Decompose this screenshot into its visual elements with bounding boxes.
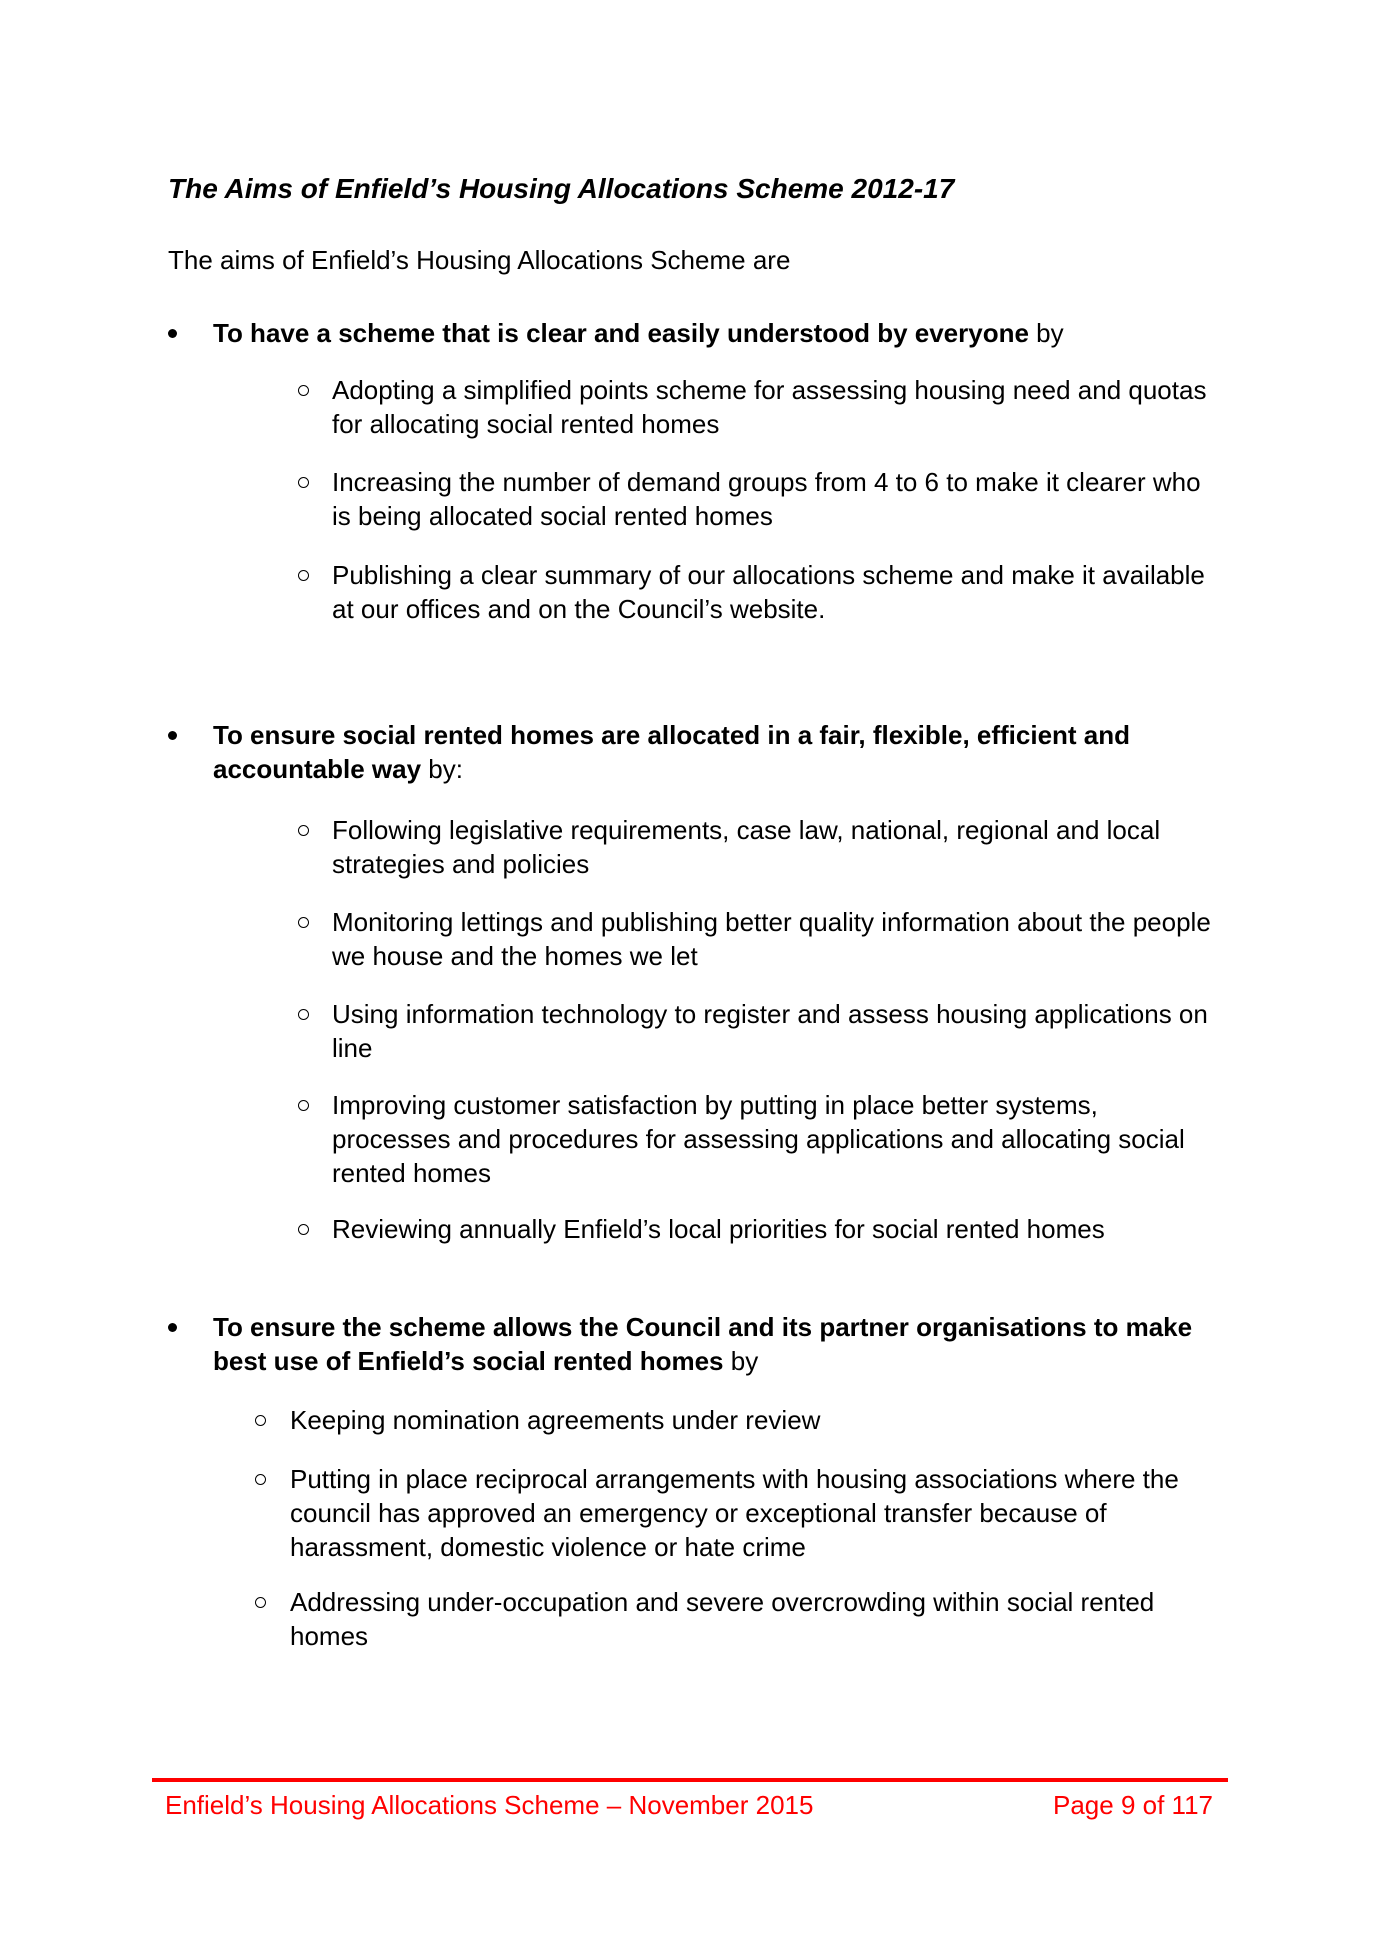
bullet-dot-icon: [168, 718, 213, 786]
section-heading-bold: To ensure social rented homes are allocated in a fair, flexible, efficient and accountable way: [213, 720, 1131, 784]
section-heading: [213, 718, 1203, 786]
list-item-text: Using information technology to register and assess housing applications on line: [332, 999, 1208, 1063]
bullet-dot-icon: [168, 316, 213, 350]
circle-bullet-icon: [255, 1462, 290, 1564]
section-bullet: [168, 1310, 1378, 1378]
circle-bullet-icon: [298, 813, 332, 881]
list-item: [298, 997, 1378, 1065]
circle-bullet-icon: [298, 465, 332, 533]
section-heading-bold: To ensure the scheme allows the Council and its partner organisations to make best use of Enfield’s social rented homes: [213, 1312, 1193, 1376]
circle-bullet-icon: [298, 558, 332, 626]
bullet-dot-icon: [168, 1310, 213, 1378]
list-item-text: Keeping nomination agreements under review: [290, 1405, 821, 1435]
footer-divider: [152, 1778, 1228, 1782]
list-item-text: Reviewing annually Enfield’s local priorities for social rented homes: [332, 1214, 1105, 1244]
circle-bullet-icon: [255, 1585, 290, 1653]
list-item-text: Adopting a simplified points scheme for assessing housing need and quotas for allocating social rented homes: [332, 375, 1207, 439]
section-heading-tail: by:: [421, 754, 463, 784]
list-item: [255, 1403, 1378, 1437]
list-item: [298, 558, 1378, 626]
section-heading-bold: To have a scheme that is clear and easily understood by everyone: [213, 318, 1029, 348]
footer: [165, 1788, 1213, 1822]
list-item: [298, 905, 1378, 973]
intro-paragraph: The aims of Enfield’s Housing Allocations Scheme are: [168, 245, 791, 275]
list-item-text: Improving customer satisfaction by putting in place better systems, processes and procedures for assessing applications and allocating social rented homes: [332, 1090, 1185, 1188]
circle-bullet-icon: [298, 1212, 332, 1246]
list-item: [255, 1585, 1378, 1653]
list-item-text: Monitoring lettings and publishing better quality information about the people we house and the homes we let: [332, 907, 1211, 971]
list-item: [255, 1462, 1378, 1564]
section-bullet: [168, 316, 1378, 350]
section-bullet: [168, 718, 1378, 786]
circle-bullet-icon: [255, 1403, 290, 1437]
list-item-text: Increasing the number of demand groups from 4 to 6 to make it clearer who is being allocated social rented homes: [332, 467, 1201, 531]
footer-page-number: Page 9 of 117: [1053, 1790, 1213, 1820]
list-item: [298, 813, 1378, 881]
circle-bullet-icon: [298, 997, 332, 1065]
list-item-text: Publishing a clear summary of our allocations scheme and make it available at our offices and on the Council’s website.: [332, 560, 1205, 624]
list-item-text: Following legislative requirements, case law, national, regional and local strategies and policies: [332, 815, 1161, 879]
list-item: [298, 465, 1378, 533]
section-heading-tail: by: [1028, 318, 1064, 348]
circle-bullet-icon: [298, 373, 332, 441]
circle-bullet-icon: [298, 905, 332, 973]
list-item: [298, 1212, 1378, 1246]
circle-bullet-icon: [298, 1088, 332, 1190]
list-item: [298, 373, 1378, 441]
list-item-text: Putting in place reciprocal arrangements with housing associations where the council has approved an emergency or exceptional transfer because of harassment, domestic violence or hate crime: [290, 1464, 1179, 1562]
footer-document-title: Enfield’s Housing Allocations Scheme – November 2015: [165, 1790, 814, 1820]
list-item: [298, 1088, 1378, 1190]
section-heading: [213, 1310, 1203, 1378]
page-title: The Aims of Enfield’s Housing Allocations Scheme 2012-17: [168, 173, 955, 204]
section-heading: [213, 316, 1203, 350]
list-item-text: Addressing under-occupation and severe overcrowding within social rented homes: [290, 1587, 1155, 1651]
section-heading-tail: by: [723, 1346, 759, 1376]
